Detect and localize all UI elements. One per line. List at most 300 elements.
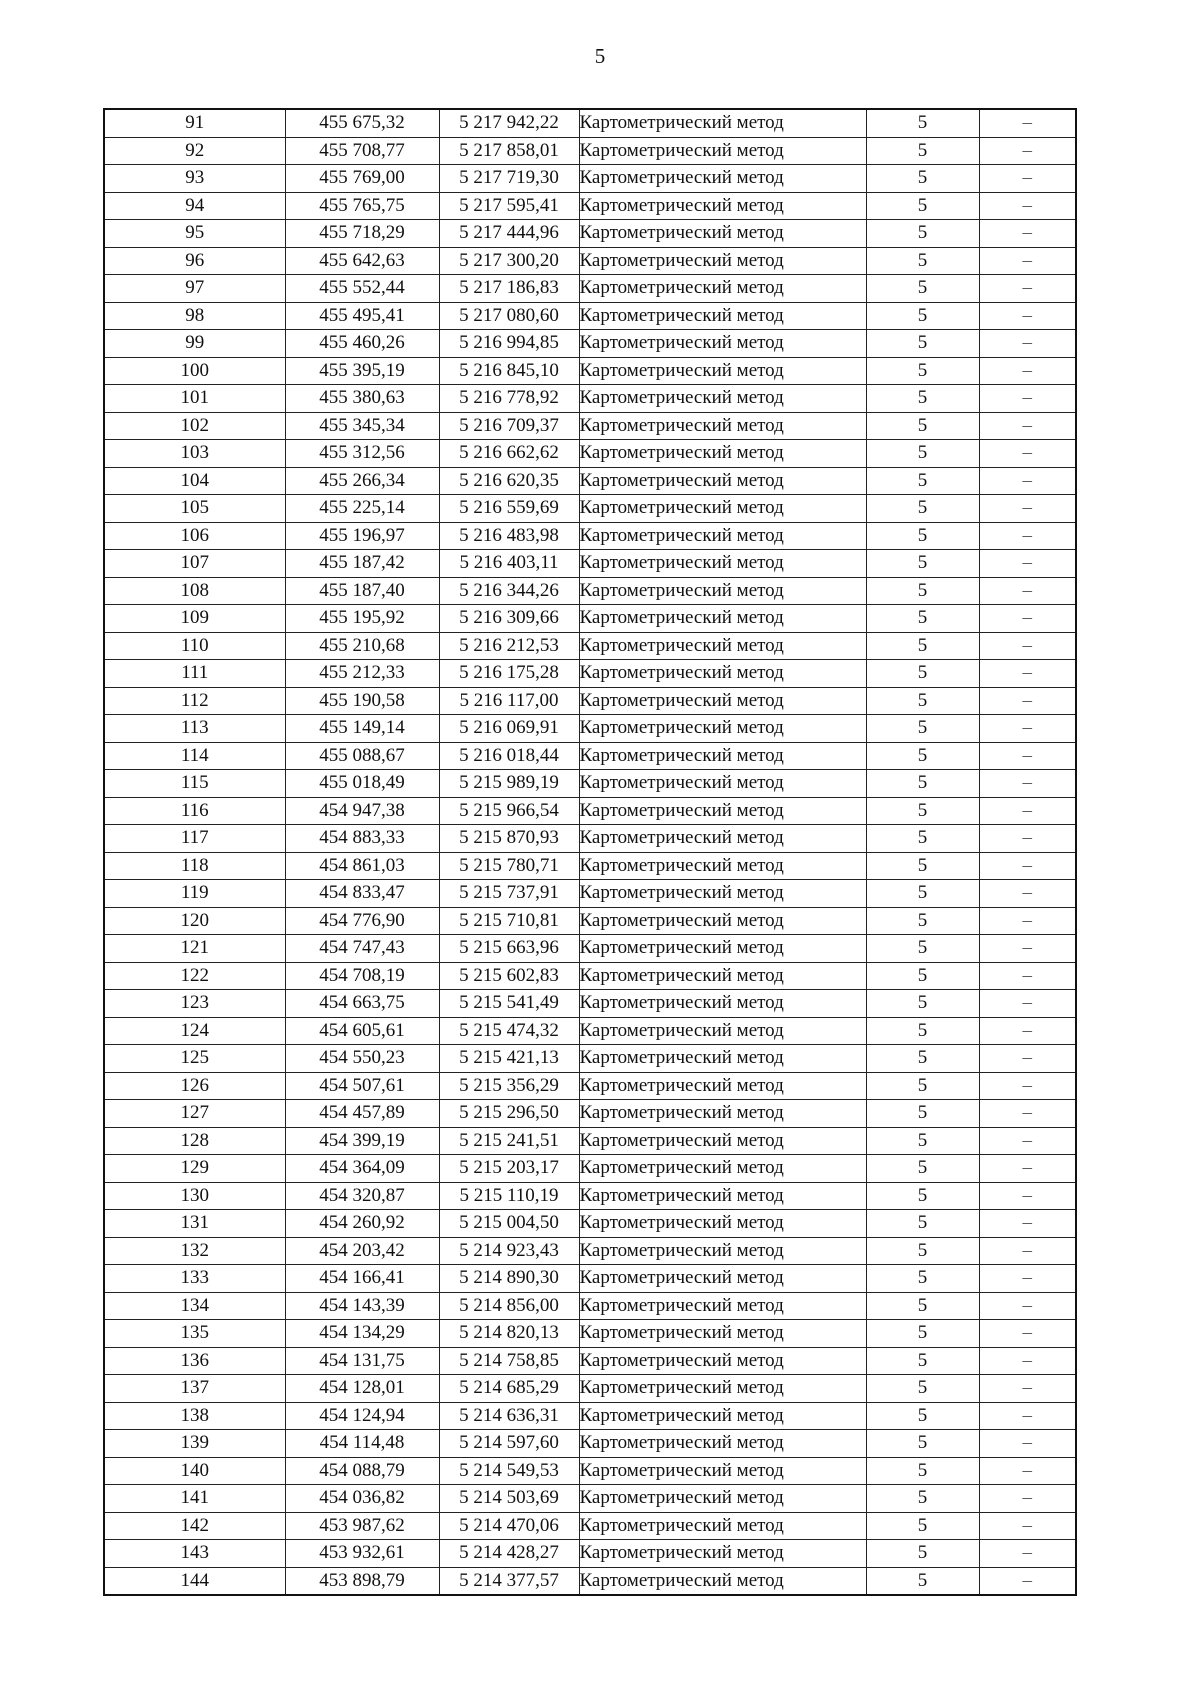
table-row xyxy=(104,742,1076,770)
coordinate-x-cell: 455 225,14 xyxy=(285,495,439,523)
table-row xyxy=(104,825,1076,853)
table-row xyxy=(104,522,1076,550)
point-number-cell: 130 xyxy=(104,1182,285,1210)
table-row xyxy=(104,852,1076,880)
table-row xyxy=(104,1457,1076,1485)
point-number-cell: 99 xyxy=(104,330,285,358)
note-cell: – xyxy=(979,1127,1076,1155)
point-number-cell: 125 xyxy=(104,1045,285,1073)
method-cell: Картометрический метод xyxy=(579,1567,866,1595)
note-cell: – xyxy=(979,742,1076,770)
coordinate-x-cell: 455 149,14 xyxy=(285,715,439,743)
accuracy-cell: 5 xyxy=(866,1127,979,1155)
point-number-cell: 114 xyxy=(104,742,285,770)
accuracy-cell: 5 xyxy=(866,1155,979,1183)
point-number-cell: 118 xyxy=(104,852,285,880)
coordinate-y-cell: 5 217 444,96 xyxy=(439,220,579,248)
accuracy-cell: 5 xyxy=(866,632,979,660)
coordinate-x-cell: 455 196,97 xyxy=(285,522,439,550)
accuracy-cell: 5 xyxy=(866,1567,979,1595)
coordinate-x-cell: 454 114,48 xyxy=(285,1430,439,1458)
table-row xyxy=(104,440,1076,468)
method-cell: Картометрический метод xyxy=(579,687,866,715)
accuracy-cell: 5 xyxy=(866,990,979,1018)
coordinate-x-cell: 454 134,29 xyxy=(285,1320,439,1348)
note-cell: – xyxy=(979,605,1076,633)
coordinate-y-cell: 5 214 890,30 xyxy=(439,1265,579,1293)
coordinate-x-cell: 454 883,33 xyxy=(285,825,439,853)
method-cell: Картометрический метод xyxy=(579,275,866,303)
table-row xyxy=(104,192,1076,220)
coordinate-y-cell: 5 215 474,32 xyxy=(439,1017,579,1045)
table-row xyxy=(104,1182,1076,1210)
coordinate-y-cell: 5 215 356,29 xyxy=(439,1072,579,1100)
table-row xyxy=(104,302,1076,330)
method-cell: Картометрический метод xyxy=(579,907,866,935)
point-number-cell: 102 xyxy=(104,412,285,440)
coordinate-x-cell: 454 088,79 xyxy=(285,1457,439,1485)
method-cell: Картометрический метод xyxy=(579,825,866,853)
note-cell: – xyxy=(979,302,1076,330)
note-cell: – xyxy=(979,907,1076,935)
accuracy-cell: 5 xyxy=(866,522,979,550)
point-number-cell: 138 xyxy=(104,1402,285,1430)
accuracy-cell: 5 xyxy=(866,1457,979,1485)
accuracy-cell: 5 xyxy=(866,165,979,193)
coordinate-y-cell: 5 215 241,51 xyxy=(439,1127,579,1155)
accuracy-cell: 5 xyxy=(866,220,979,248)
note-cell: – xyxy=(979,357,1076,385)
point-number-cell: 126 xyxy=(104,1072,285,1100)
point-number-cell: 93 xyxy=(104,165,285,193)
coordinate-y-cell: 5 215 296,50 xyxy=(439,1100,579,1128)
method-cell: Картометрический метод xyxy=(579,1485,866,1513)
method-cell: Картометрический метод xyxy=(579,1017,866,1045)
table-row xyxy=(104,137,1076,165)
table-row xyxy=(104,165,1076,193)
table-row xyxy=(104,220,1076,248)
note-cell: – xyxy=(979,495,1076,523)
coordinate-x-cell: 455 769,00 xyxy=(285,165,439,193)
accuracy-cell: 5 xyxy=(866,907,979,935)
note-cell: – xyxy=(979,1237,1076,1265)
point-number-cell: 112 xyxy=(104,687,285,715)
table-row xyxy=(104,880,1076,908)
method-cell: Картометрический метод xyxy=(579,715,866,743)
point-number-cell: 120 xyxy=(104,907,285,935)
coordinate-y-cell: 5 216 994,85 xyxy=(439,330,579,358)
table-row xyxy=(104,357,1076,385)
coordinate-y-cell: 5 215 421,13 xyxy=(439,1045,579,1073)
note-cell: – xyxy=(979,1210,1076,1238)
point-number-cell: 141 xyxy=(104,1485,285,1513)
coordinate-x-cell: 454 131,75 xyxy=(285,1347,439,1375)
accuracy-cell: 5 xyxy=(866,1485,979,1513)
point-number-cell: 110 xyxy=(104,632,285,660)
coordinate-y-cell: 5 216 403,11 xyxy=(439,550,579,578)
table-row xyxy=(104,990,1076,1018)
coordinate-x-cell: 455 212,33 xyxy=(285,660,439,688)
point-number-cell: 127 xyxy=(104,1100,285,1128)
table-row xyxy=(104,1017,1076,1045)
accuracy-cell: 5 xyxy=(866,550,979,578)
table-row xyxy=(104,1072,1076,1100)
coordinates-table xyxy=(103,108,1077,1596)
coordinate-x-cell: 455 312,56 xyxy=(285,440,439,468)
point-number-cell: 128 xyxy=(104,1127,285,1155)
coordinate-x-cell: 454 947,38 xyxy=(285,797,439,825)
accuracy-cell: 5 xyxy=(866,1347,979,1375)
point-number-cell: 116 xyxy=(104,797,285,825)
accuracy-cell: 5 xyxy=(866,1045,979,1073)
method-cell: Картометрический метод xyxy=(579,1292,866,1320)
accuracy-cell: 5 xyxy=(866,385,979,413)
accuracy-cell: 5 xyxy=(866,880,979,908)
method-cell: Картометрический метод xyxy=(579,935,866,963)
accuracy-cell: 5 xyxy=(866,495,979,523)
note-cell: – xyxy=(979,1430,1076,1458)
method-cell: Картометрический метод xyxy=(579,1430,866,1458)
note-cell: – xyxy=(979,467,1076,495)
coordinate-y-cell: 5 216 778,92 xyxy=(439,385,579,413)
coordinate-x-cell: 454 364,09 xyxy=(285,1155,439,1183)
method-cell: Картометрический метод xyxy=(579,302,866,330)
coordinate-y-cell: 5 216 212,53 xyxy=(439,632,579,660)
coordinate-y-cell: 5 215 541,49 xyxy=(439,990,579,1018)
coordinate-y-cell: 5 215 663,96 xyxy=(439,935,579,963)
accuracy-cell: 5 xyxy=(866,1100,979,1128)
method-cell: Картометрический метод xyxy=(579,990,866,1018)
coordinate-y-cell: 5 217 595,41 xyxy=(439,192,579,220)
coordinate-x-cell: 455 210,68 xyxy=(285,632,439,660)
note-cell: – xyxy=(979,797,1076,825)
coordinate-x-cell: 453 898,79 xyxy=(285,1567,439,1595)
method-cell: Картометрический метод xyxy=(579,137,866,165)
method-cell: Картометрический метод xyxy=(579,1265,866,1293)
point-number-cell: 144 xyxy=(104,1567,285,1595)
point-number-cell: 135 xyxy=(104,1320,285,1348)
accuracy-cell: 5 xyxy=(866,1237,979,1265)
point-number-cell: 107 xyxy=(104,550,285,578)
method-cell: Картометрический метод xyxy=(579,1155,866,1183)
table-row xyxy=(104,797,1076,825)
point-number-cell: 131 xyxy=(104,1210,285,1238)
point-number-cell: 105 xyxy=(104,495,285,523)
note-cell: – xyxy=(979,247,1076,275)
coordinate-y-cell: 5 216 709,37 xyxy=(439,412,579,440)
coordinate-y-cell: 5 217 080,60 xyxy=(439,302,579,330)
method-cell: Картометрический метод xyxy=(579,852,866,880)
accuracy-cell: 5 xyxy=(866,192,979,220)
note-cell: – xyxy=(979,1567,1076,1595)
accuracy-cell: 5 xyxy=(866,1430,979,1458)
coordinate-x-cell: 455 018,49 xyxy=(285,770,439,798)
accuracy-cell: 5 xyxy=(866,330,979,358)
method-cell: Картометрический метод xyxy=(579,1127,866,1155)
method-cell: Картометрический метод xyxy=(579,1402,866,1430)
method-cell: Картометрический метод xyxy=(579,605,866,633)
method-cell: Картометрический метод xyxy=(579,1045,866,1073)
note-cell: – xyxy=(979,1292,1076,1320)
accuracy-cell: 5 xyxy=(866,605,979,633)
note-cell: – xyxy=(979,1045,1076,1073)
note-cell: – xyxy=(979,1100,1076,1128)
accuracy-cell: 5 xyxy=(866,412,979,440)
note-cell: – xyxy=(979,1402,1076,1430)
method-cell: Картометрический метод xyxy=(579,1375,866,1403)
point-number-cell: 139 xyxy=(104,1430,285,1458)
coordinate-x-cell: 454 399,19 xyxy=(285,1127,439,1155)
point-number-cell: 98 xyxy=(104,302,285,330)
table-row xyxy=(104,605,1076,633)
point-number-cell: 119 xyxy=(104,880,285,908)
accuracy-cell: 5 xyxy=(866,467,979,495)
coordinate-x-cell: 454 747,43 xyxy=(285,935,439,963)
accuracy-cell: 5 xyxy=(866,660,979,688)
method-cell: Картометрический метод xyxy=(579,880,866,908)
coordinate-x-cell: 454 605,61 xyxy=(285,1017,439,1045)
point-number-cell: 97 xyxy=(104,275,285,303)
point-number-cell: 121 xyxy=(104,935,285,963)
coordinate-y-cell: 5 216 620,35 xyxy=(439,467,579,495)
accuracy-cell: 5 xyxy=(866,1540,979,1568)
note-cell: – xyxy=(979,825,1076,853)
coordinate-y-cell: 5 215 780,71 xyxy=(439,852,579,880)
method-cell: Картометрический метод xyxy=(579,412,866,440)
table-row xyxy=(104,1347,1076,1375)
note-cell: – xyxy=(979,1320,1076,1348)
point-number-cell: 109 xyxy=(104,605,285,633)
coordinate-x-cell: 454 663,75 xyxy=(285,990,439,1018)
accuracy-cell: 5 xyxy=(866,797,979,825)
coordinate-x-cell: 455 708,77 xyxy=(285,137,439,165)
note-cell: – xyxy=(979,770,1076,798)
table-row xyxy=(104,109,1076,137)
table-row xyxy=(104,1567,1076,1595)
coordinate-x-cell: 454 143,39 xyxy=(285,1292,439,1320)
accuracy-cell: 5 xyxy=(866,137,979,165)
coordinate-x-cell: 455 187,40 xyxy=(285,577,439,605)
point-number-cell: 100 xyxy=(104,357,285,385)
accuracy-cell: 5 xyxy=(866,1182,979,1210)
note-cell: – xyxy=(979,852,1076,880)
point-number-cell: 92 xyxy=(104,137,285,165)
note-cell: – xyxy=(979,577,1076,605)
table-row xyxy=(104,1402,1076,1430)
coordinate-x-cell: 454 036,82 xyxy=(285,1485,439,1513)
coordinate-y-cell: 5 216 117,00 xyxy=(439,687,579,715)
coordinate-y-cell: 5 215 203,17 xyxy=(439,1155,579,1183)
method-cell: Картометрический метод xyxy=(579,770,866,798)
table-row xyxy=(104,1127,1076,1155)
table-row xyxy=(104,550,1076,578)
method-cell: Картометрический метод xyxy=(579,1512,866,1540)
point-number-cell: 142 xyxy=(104,1512,285,1540)
accuracy-cell: 5 xyxy=(866,247,979,275)
note-cell: – xyxy=(979,330,1076,358)
table-row xyxy=(104,632,1076,660)
table-row xyxy=(104,1430,1076,1458)
coordinate-x-cell: 455 190,58 xyxy=(285,687,439,715)
point-number-cell: 108 xyxy=(104,577,285,605)
point-number-cell: 124 xyxy=(104,1017,285,1045)
coordinate-x-cell: 455 395,19 xyxy=(285,357,439,385)
method-cell: Картометрический метод xyxy=(579,1457,866,1485)
coordinate-y-cell: 5 215 870,93 xyxy=(439,825,579,853)
coordinate-y-cell: 5 214 636,31 xyxy=(439,1402,579,1430)
coordinate-y-cell: 5 214 758,85 xyxy=(439,1347,579,1375)
table-row xyxy=(104,1237,1076,1265)
coordinate-y-cell: 5 217 858,01 xyxy=(439,137,579,165)
coordinate-x-cell: 454 320,87 xyxy=(285,1182,439,1210)
coordinate-y-cell: 5 216 309,66 xyxy=(439,605,579,633)
method-cell: Картометрический метод xyxy=(579,330,866,358)
point-number-cell: 140 xyxy=(104,1457,285,1485)
method-cell: Картометрический метод xyxy=(579,550,866,578)
method-cell: Картометрический метод xyxy=(579,165,866,193)
table-row xyxy=(104,1320,1076,1348)
accuracy-cell: 5 xyxy=(866,1017,979,1045)
coordinate-x-cell: 454 507,61 xyxy=(285,1072,439,1100)
method-cell: Картометрический метод xyxy=(579,1347,866,1375)
table-row xyxy=(104,1540,1076,1568)
accuracy-cell: 5 xyxy=(866,1292,979,1320)
coordinate-x-cell: 455 718,29 xyxy=(285,220,439,248)
note-cell: – xyxy=(979,715,1076,743)
coordinate-y-cell: 5 214 377,57 xyxy=(439,1567,579,1595)
point-number-cell: 101 xyxy=(104,385,285,413)
point-number-cell: 103 xyxy=(104,440,285,468)
coordinate-x-cell: 454 166,41 xyxy=(285,1265,439,1293)
coordinate-y-cell: 5 217 942,22 xyxy=(439,109,579,137)
point-number-cell: 111 xyxy=(104,660,285,688)
point-number-cell: 133 xyxy=(104,1265,285,1293)
coordinate-x-cell: 455 266,34 xyxy=(285,467,439,495)
method-cell: Картометрический метод xyxy=(579,1182,866,1210)
note-cell: – xyxy=(979,1375,1076,1403)
note-cell: – xyxy=(979,109,1076,137)
coordinate-x-cell: 453 987,62 xyxy=(285,1512,439,1540)
note-cell: – xyxy=(979,165,1076,193)
point-number-cell: 132 xyxy=(104,1237,285,1265)
note-cell: – xyxy=(979,137,1076,165)
table-row xyxy=(104,1512,1076,1540)
table-row xyxy=(104,1375,1076,1403)
coordinate-y-cell: 5 214 503,69 xyxy=(439,1485,579,1513)
note-cell: – xyxy=(979,1485,1076,1513)
table-row xyxy=(104,577,1076,605)
coordinate-y-cell: 5 215 737,91 xyxy=(439,880,579,908)
table-row xyxy=(104,687,1076,715)
coordinate-x-cell: 454 833,47 xyxy=(285,880,439,908)
method-cell: Картометрический метод xyxy=(579,962,866,990)
coordinate-x-cell: 455 088,67 xyxy=(285,742,439,770)
note-cell: – xyxy=(979,1182,1076,1210)
method-cell: Картометрический метод xyxy=(579,1320,866,1348)
note-cell: – xyxy=(979,1017,1076,1045)
coordinate-y-cell: 5 217 719,30 xyxy=(439,165,579,193)
coordinate-x-cell: 453 932,61 xyxy=(285,1540,439,1568)
point-number-cell: 129 xyxy=(104,1155,285,1183)
accuracy-cell: 5 xyxy=(866,440,979,468)
coordinate-x-cell: 454 124,94 xyxy=(285,1402,439,1430)
method-cell: Картометрический метод xyxy=(579,220,866,248)
point-number-cell: 104 xyxy=(104,467,285,495)
table-row xyxy=(104,1265,1076,1293)
coordinate-x-cell: 454 861,03 xyxy=(285,852,439,880)
point-number-cell: 106 xyxy=(104,522,285,550)
accuracy-cell: 5 xyxy=(866,1072,979,1100)
method-cell: Картометрический метод xyxy=(579,1072,866,1100)
coordinate-y-cell: 5 216 559,69 xyxy=(439,495,579,523)
coordinate-x-cell: 454 457,89 xyxy=(285,1100,439,1128)
accuracy-cell: 5 xyxy=(866,577,979,605)
method-cell: Картометрический метод xyxy=(579,192,866,220)
note-cell: – xyxy=(979,1347,1076,1375)
point-number-cell: 143 xyxy=(104,1540,285,1568)
coordinate-y-cell: 5 214 428,27 xyxy=(439,1540,579,1568)
note-cell: – xyxy=(979,1265,1076,1293)
method-cell: Картометрический метод xyxy=(579,522,866,550)
coordinate-x-cell: 455 195,92 xyxy=(285,605,439,633)
coordinate-x-cell: 454 203,42 xyxy=(285,1237,439,1265)
coordinate-y-cell: 5 214 597,60 xyxy=(439,1430,579,1458)
accuracy-cell: 5 xyxy=(866,1320,979,1348)
table-row xyxy=(104,962,1076,990)
note-cell: – xyxy=(979,440,1076,468)
coordinate-y-cell: 5 215 602,83 xyxy=(439,962,579,990)
coordinate-y-cell: 5 216 662,62 xyxy=(439,440,579,468)
point-number-cell: 122 xyxy=(104,962,285,990)
coordinate-x-cell: 455 552,44 xyxy=(285,275,439,303)
note-cell: – xyxy=(979,687,1076,715)
point-number-cell: 117 xyxy=(104,825,285,853)
method-cell: Картометрический метод xyxy=(579,660,866,688)
method-cell: Картометрический метод xyxy=(579,440,866,468)
note-cell: – xyxy=(979,1512,1076,1540)
coordinate-x-cell: 455 187,42 xyxy=(285,550,439,578)
accuracy-cell: 5 xyxy=(866,1402,979,1430)
coordinate-x-cell: 454 128,01 xyxy=(285,1375,439,1403)
accuracy-cell: 5 xyxy=(866,357,979,385)
point-number-cell: 115 xyxy=(104,770,285,798)
table-row xyxy=(104,1485,1076,1513)
coordinate-x-cell: 455 765,75 xyxy=(285,192,439,220)
coordinate-y-cell: 5 216 344,26 xyxy=(439,577,579,605)
method-cell: Картометрический метод xyxy=(579,632,866,660)
table-row xyxy=(104,770,1076,798)
note-cell: – xyxy=(979,220,1076,248)
coordinate-y-cell: 5 214 923,43 xyxy=(439,1237,579,1265)
table-row xyxy=(104,1155,1076,1183)
table-row xyxy=(104,1292,1076,1320)
note-cell: – xyxy=(979,550,1076,578)
method-cell: Картометрический метод xyxy=(579,247,866,275)
table-row xyxy=(104,412,1076,440)
method-cell: Картометрический метод xyxy=(579,742,866,770)
method-cell: Картометрический метод xyxy=(579,577,866,605)
coordinate-y-cell: 5 216 069,91 xyxy=(439,715,579,743)
accuracy-cell: 5 xyxy=(866,1265,979,1293)
coordinate-y-cell: 5 217 300,20 xyxy=(439,247,579,275)
accuracy-cell: 5 xyxy=(866,715,979,743)
point-number-cell: 134 xyxy=(104,1292,285,1320)
coordinate-x-cell: 455 380,63 xyxy=(285,385,439,413)
method-cell: Картометрический метод xyxy=(579,1540,866,1568)
note-cell: – xyxy=(979,935,1076,963)
accuracy-cell: 5 xyxy=(866,770,979,798)
note-cell: – xyxy=(979,385,1076,413)
